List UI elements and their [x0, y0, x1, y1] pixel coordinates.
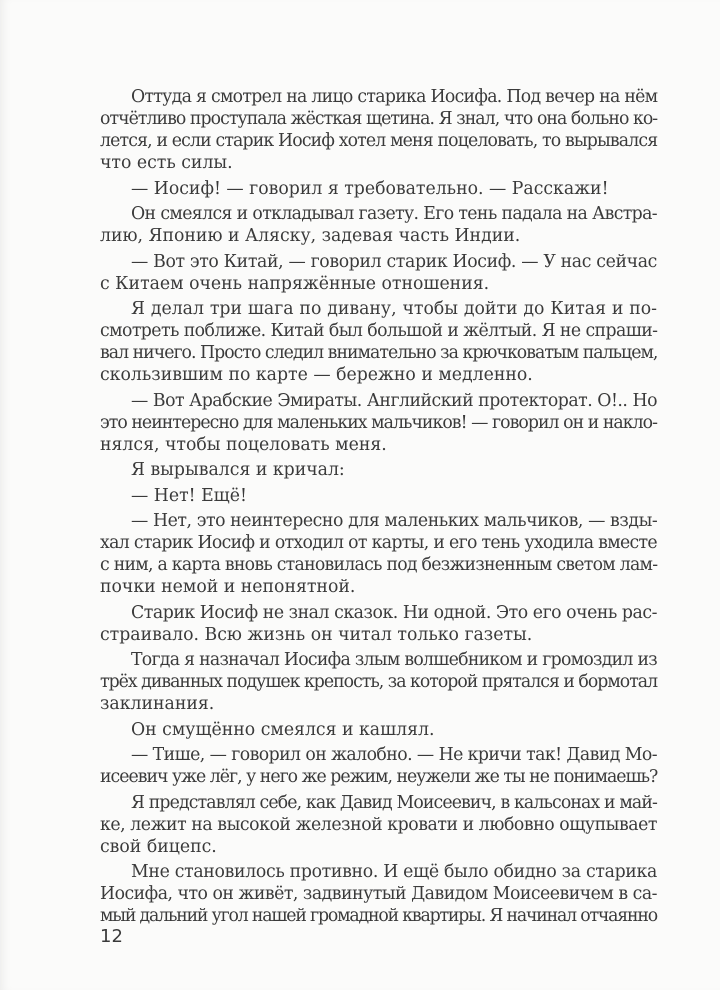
- paragraph: [100, 251, 657, 295]
- text-line: страивало. Всю жизнь он читал только газеты.: [100, 624, 533, 645]
- text-line: Иосифа, что он живёт, задвинутый Давидом Моисеевичем в са-: [100, 884, 657, 904]
- paragraph: [100, 178, 657, 200]
- paragraph: [100, 649, 657, 715]
- text-line: хал старик Иосиф и отходил от карты, и его тень уходила вместе: [100, 533, 657, 553]
- paragraph: [100, 485, 657, 507]
- text-line: с ним, а карта вновь становилась под безжизненным светом лам-: [100, 555, 658, 575]
- text-line: — Тише, — говорил он жалобно. — Не кричи так! Давид Мо-: [131, 745, 657, 765]
- text-line: Я представлял себе, как Давид Моисеевич, в кальсонах и май-: [131, 792, 657, 813]
- text-line: скользившим по карте — бережно и медленно.: [100, 365, 533, 385]
- paragraph: [100, 602, 657, 646]
- text-line: Я делал три шага по дивану, чтобы дойти до Китая и по-: [131, 299, 657, 319]
- paragraph: [100, 719, 657, 741]
- text-line: Он смеялся и откладывал газету. Его тень падала на Австра-: [131, 204, 658, 224]
- text-line: — Вот это Китай, — говорил старик Иосиф. — У нас сейчас: [131, 251, 657, 272]
- text-line: заклинания.: [100, 694, 215, 714]
- text-line: Я вырывался и кричал:: [131, 460, 345, 480]
- text-line: Тогда я назначал Иосифа злым волшебником и громоздил из: [131, 650, 657, 670]
- text-line: Оттуда я смотрел на лицо старика Иосифа. Под вечер на нём: [131, 87, 658, 107]
- text-line: это неинтересно для маленьких мальчиков! — говорил он и накло-: [100, 412, 657, 433]
- text-line: исеевич уже лёг, у него же режим, неужели же ты не понимаешь?: [100, 767, 658, 787]
- paragraph: [100, 203, 657, 247]
- text-line: Старик Иосиф не знал сказок. Ни одной. Это его очень рас-: [131, 602, 657, 623]
- text-line: Мне становилось противно. И ещё было обидно за старика: [131, 862, 657, 882]
- text-line: — Нет! Ещё!: [131, 485, 247, 506]
- text-line: нялся, чтобы поцеловать меня.: [100, 434, 387, 455]
- paragraph: [100, 390, 657, 456]
- text-line: лется, и если старик Иосиф хотел меня поцеловать, то вырывался: [100, 131, 658, 151]
- text-line: лию, Японию и Аляску, задевая часть Индии.: [100, 226, 521, 246]
- body-text: [100, 86, 657, 931]
- text-line: трёх диванных подушек крепость, за которой прятался и бормотал: [100, 672, 658, 692]
- text-line: свой бицепс.: [100, 836, 217, 857]
- paragraph: [100, 510, 657, 598]
- paragraph: [100, 298, 657, 386]
- text-line: Он смущённо смеялся и кашлял.: [131, 719, 435, 740]
- text-line: мый дальний угол нашей громадной квартиры. Я начинал отчаянно: [100, 906, 657, 926]
- text-line: смотреть поближе. Китай был большой и жёлтый. Я не спраши-: [100, 321, 658, 341]
- paragraph: [100, 459, 657, 481]
- paragraph: [100, 744, 657, 788]
- text-line: вал ничего. Просто следил внимательно за крючковатым пальцем,: [100, 343, 658, 363]
- text-line: ке, лежит на высокой железной кровати и любовно ощупывает: [100, 814, 658, 835]
- paragraph: [100, 861, 657, 927]
- text-line: что есть силы.: [100, 153, 233, 173]
- text-line: — Иосиф! — говорил я требовательно. — Расскажи!: [131, 178, 609, 199]
- page-number: 12: [100, 926, 123, 947]
- text-line: — Вот Арабские Эмираты. Английский протекторат. О!.. Но: [131, 390, 657, 411]
- text-line: с Китаем очень напряжённые отношения.: [100, 273, 490, 294]
- text-line: почки немой и непонятной.: [100, 577, 356, 597]
- text-line: отчётливо проступала жёсткая щетина. Я знал, что она больно ко-: [100, 109, 658, 129]
- paragraph: [100, 86, 657, 174]
- paragraph: [100, 792, 657, 858]
- text-line: — Нет, это неинтересно для маленьких мальчиков, — взды-: [131, 511, 658, 531]
